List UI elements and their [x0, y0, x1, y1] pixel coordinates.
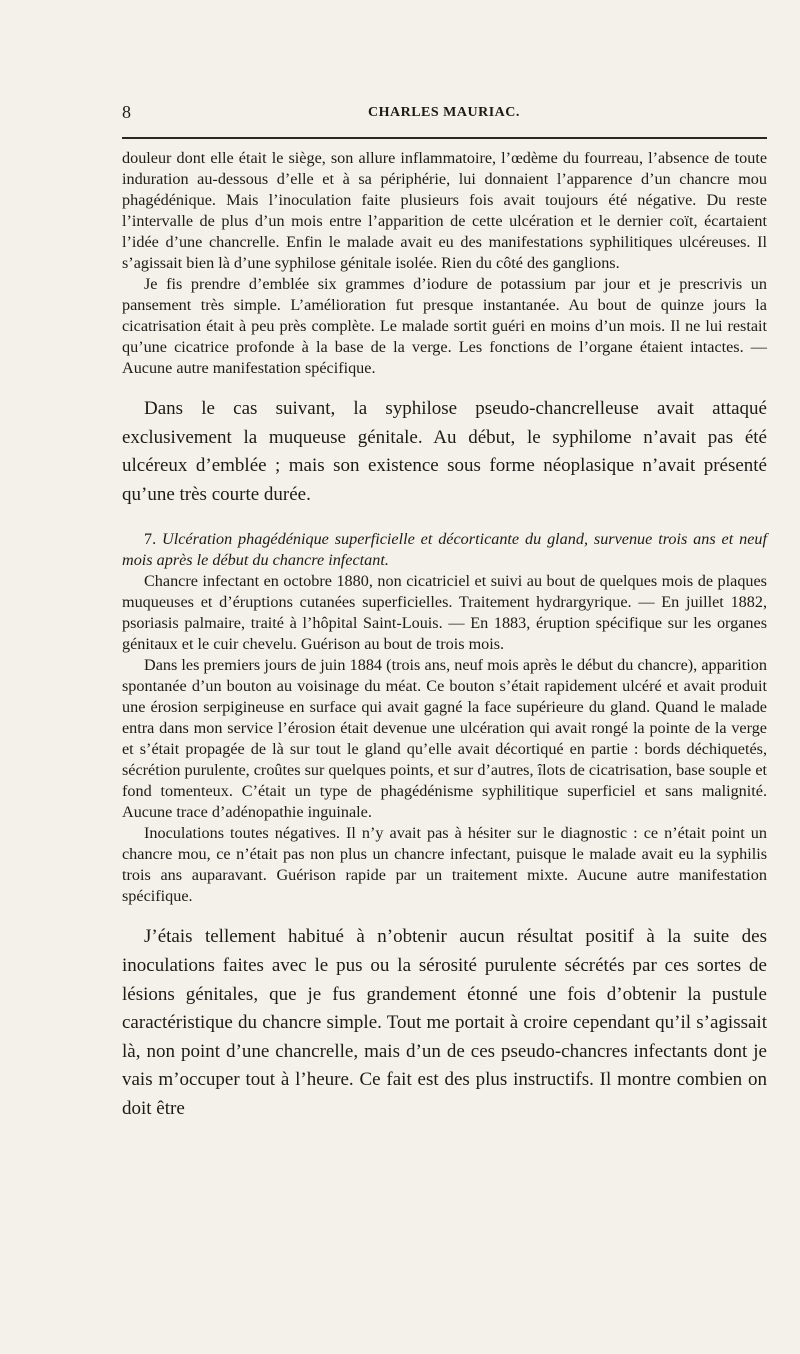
paragraph-inoculations: Inoculations toutes négatives. Il n’y avait pas à hésiter sur le diagnostic : ce n’était point un chancre mou, ce n’était pas non plus un chancre infectant, puisque le malade avait eu la syphilis trois ans auparavant. Guérison rapide par un traitement mixte. Aucune autre manifestation spécifique. [122, 824, 767, 906]
paragraph-continuation: douleur dont elle était le siège, son allure inflammatoire, l’œdème du fourreau, l’absence de toute induration au-dessous d’elle et à sa périphérie, lui donnaient l’apparence d’un chancre mou phagédénique. Mais l’inoculation faite plusieurs fois avait toujours été négative. Du reste l’intervalle de plus d’un mois entre l’apparition de cette ulcération et le dernier coït, écartaient l’idée d’une chancrelle. Enfin le malade avait eu des manifestations syphilitiques ulcéreuses. Il s’agissait bien là d’une syphilose génitale isolée. Rien du côté des ganglions. [122, 149, 767, 272]
paragraph-intro-case: Dans le cas suivant, la syphilose pseudo-chancrelleuse avait attaqué exclusivement la muqueuse génitale. Au début, le syphilome n’avait pas été ulcéreux d’emblée ; mais son existence sous forme néoplasique n’avait présenté qu’une très courte durée. [122, 398, 767, 505]
header-rule [122, 137, 767, 139]
paragraph-history: Chancre infectant en octobre 1880, non cicatriciel et suivi au bout de quelques mois de plaques muqueuses et d’éruptions cutanées superficielles. Traitement hydrargyrique. — En juillet 1882, psoriasis palmaire, traité à l’hôpital Saint-Louis. — En 1883, éruption spécifique sur les organes génitaux et le cuir chevelu. Guérison au bout de trois mois. [122, 572, 767, 654]
paragraph-treatment: Je fis prendre d’emblée six grammes d’iodure de potassium par jour et je prescrivis un pansement très simple. L’amélioration fut presque instantanée. Au bout de quinze jours la cicatrisation était à peu près complète. Le malade sortit guéri en moins d’un mois. Il ne lui restait qu’une cicatrice profonde à la base de la verge. Les fonctions de l’organe étaient intactes. — Aucune autre manifestation spécifique. [122, 275, 767, 377]
page-number: 8 [122, 102, 131, 122]
running-head: CHARLES MAURIAC. [368, 105, 520, 120]
case-title: Ulcération phagédénique superficielle et décorticante du gland, survenue trois ans et neuf mois après le début du chancre infectant. [122, 530, 768, 570]
case-number: 7. [144, 530, 157, 549]
case-heading [122, 529, 767, 571]
paragraph-discussion: J’étais tellement habitué à n’obtenir aucun résultat positif à la suite des inoculations faites avec le pus ou la sérosité purulente sécrétés par ces sortes de lésions génitales, que je fus grandement étonné une fois d’obtenir la pustule caractéristique du chancre simple. Tout me portait à croire cependant qu’il s’agissait là, non point d’une chancrelle, mais d’un de ces pseudo-chancres infectants dont je vais m’occuper tout à l’heure. Ce fait est des plus instructifs. Il montre combien on doit être [122, 926, 767, 1119]
paragraph-description: Dans les premiers jours de juin 1884 (trois ans, neuf mois après le début du chancre), apparition spontanée d’un bouton au voisinage du méat. Ce bouton s’était rapidement ulcéré et avait produit une érosion serpigineuse en surface qui avait gagné la face supérieure du gland. Quand le malade entra dans mon service l’érosion était devenue une ulcération qui avait rongé la pointe de la verge et s’était propagée de là sur tout le gland qu’elle avait décortiqué en partie : bords déchiquetés, sécrétion purulente, croûtes sur quelques points, et sur d’autres, îlots de cicatrisation, base souple et fond tomenteux. C’était un type de phagédénisme syphilitique superficiel et sans malignité. Aucune trace d’adénopathie inguinale. [122, 656, 767, 822]
page-header [122, 102, 767, 126]
page-body [122, 148, 767, 1124]
